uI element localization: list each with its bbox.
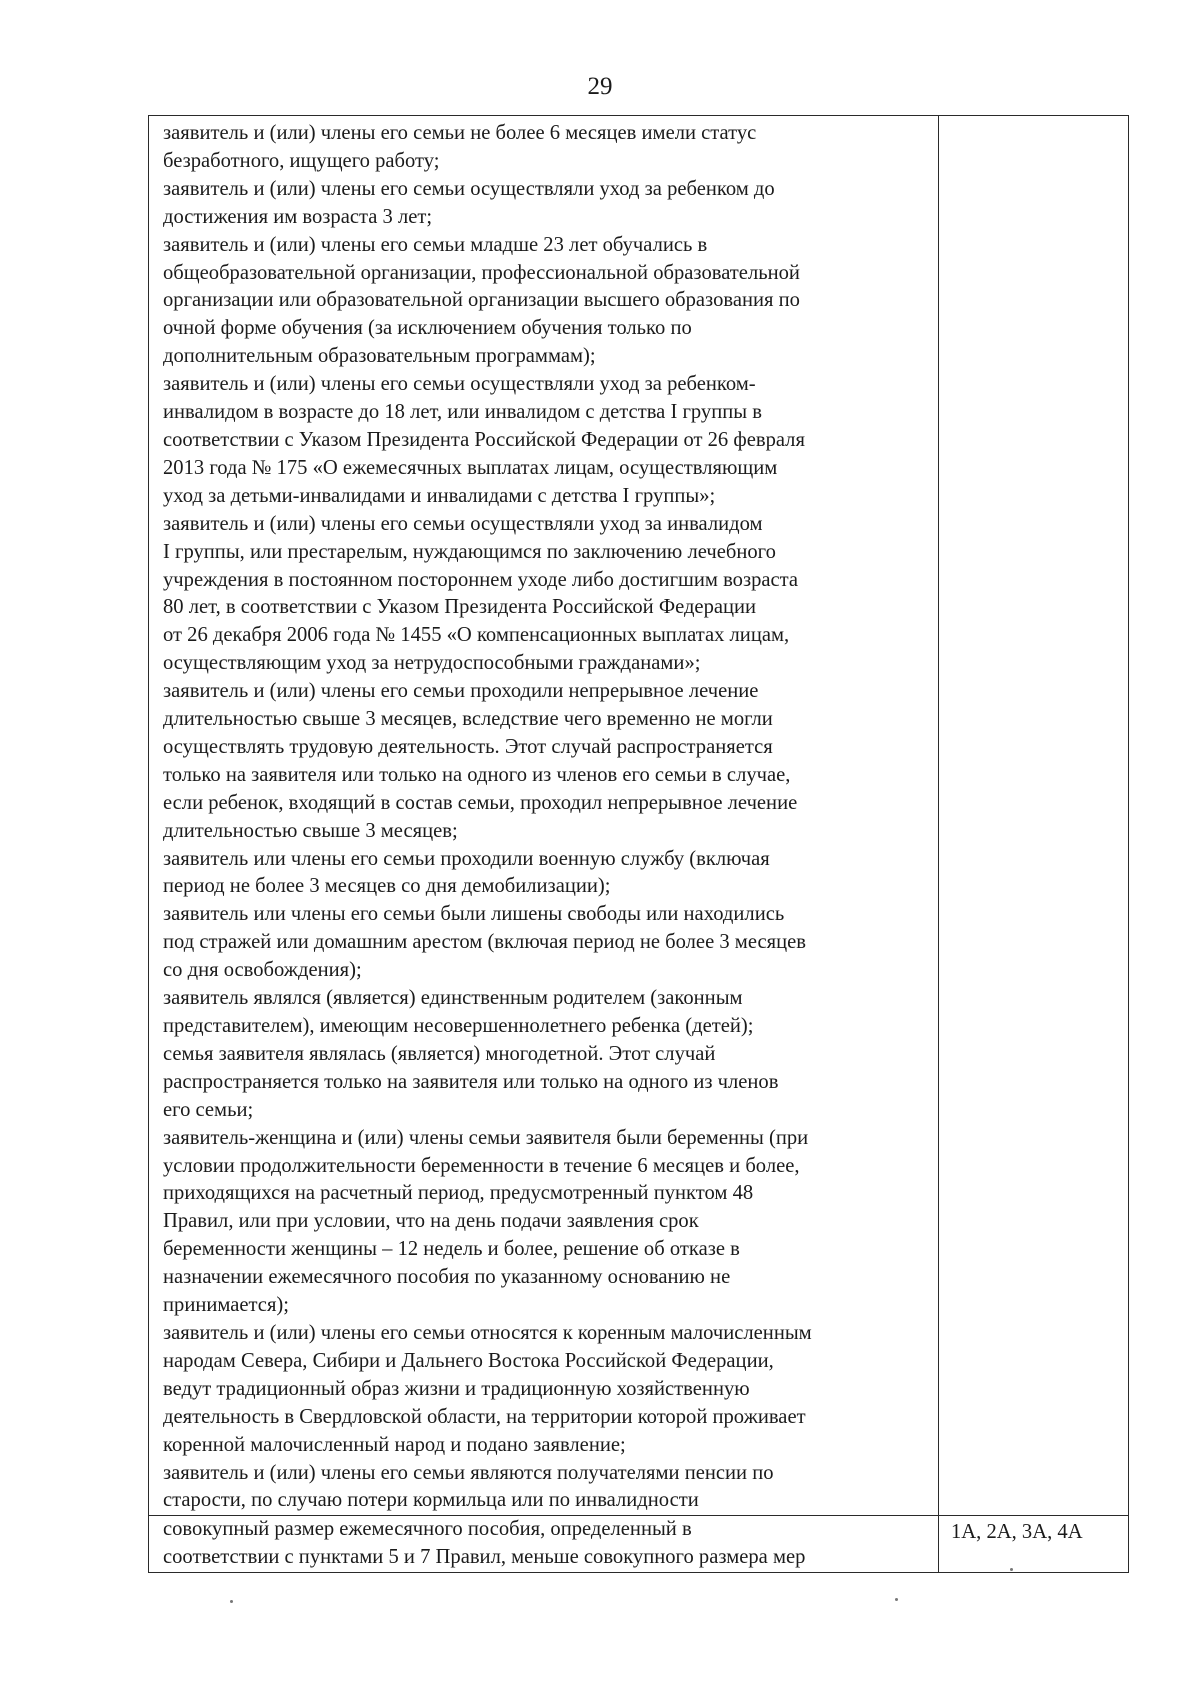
text-line: осуществляющим уход за нетрудоспособными гражданами»; (163, 652, 701, 675)
text-line: соответствии с пунктами 5 и 7 Правил, меньше совокупного размера мер (163, 1546, 806, 1569)
text-line: заявитель и (или) члены его семьи проходили непрерывное лечение (163, 680, 759, 703)
text-line: очной форме обучения (за исключением обучения только по (163, 317, 692, 340)
criteria-cell (149, 116, 939, 1516)
text-line: представителем), имеющим несовершеннолетнего ребенка (детей); (163, 1015, 754, 1037)
text-line: учреждения в постоянном постороннем уходе либо достигшим возраста (163, 568, 799, 591)
text-line: распространяется только на заявителя или только на одного из членов (163, 1070, 779, 1093)
text-line: дополнительным образовательным программам); (163, 345, 596, 368)
text-line: безработного, ищущего работу; (163, 149, 440, 172)
text-line: со дня освобождения); (163, 959, 362, 982)
text-line: совокупный размер ежемесячного пособия, определенный в (163, 1518, 692, 1541)
text-line: 80 лет, в соответствии с Указом Президента Российской Федерации (163, 596, 757, 619)
text-line: уход за детьми-инвалидами и инвалидами с детства I группы»; (163, 484, 716, 507)
text-line: соответствии с Указом Президента Российской Федерации от 26 февраля (163, 428, 805, 451)
text-line: осуществлять трудовую деятельность. Этот случай распространяется (163, 735, 773, 758)
text-line: если ребенок, входящий в состав семьи, проходил непрерывное лечение (163, 791, 798, 814)
text-line: заявитель и (или) члены его семьи не более 6 месяцев имели статус (163, 122, 757, 144)
text-line: ведут традиционный образ жизни и традиционную хозяйственную (163, 1377, 750, 1400)
text-line: условии продолжительности беременности в течение 6 месяцев и более, (163, 1154, 800, 1177)
text-line: принимается); (163, 1294, 289, 1317)
text-line: народам Севера, Сибири и Дальнего Востока Российской Федерации, (163, 1349, 774, 1372)
aggregate-benefit-cell (149, 1516, 939, 1573)
criteria-table (148, 115, 1129, 1573)
text-line: Правил, или при условии, что на день подачи заявления срок (163, 1210, 699, 1233)
text-line: длительностью свыше 3 месяцев; (163, 819, 458, 842)
text-line: заявитель и (или) члены его семьи осуществляли уход за инвалидом (163, 512, 763, 535)
text-line: длительностью свыше 3 месяцев, вследствие чего временно не могли (163, 708, 773, 731)
table-row (149, 1516, 1129, 1573)
text-line: заявитель и (или) члены его семьи являются получателями пенсии по (163, 1461, 774, 1484)
text-line: заявитель или члены его семьи проходили военную службу (включая (163, 847, 770, 870)
text-line: семья заявителя являлась (является) многодетной. Этот случай (163, 1042, 716, 1065)
text-line: коренной малочисленный народ и подано заявление; (163, 1433, 626, 1456)
text-line: заявитель или члены его семьи были лишены свободы или находились (163, 903, 785, 926)
table-row (149, 116, 1129, 1516)
aggregate-benefit-codes: 1А, 2А, 3А, 4А (939, 1516, 1129, 1573)
text-line: достижения им возраста 3 лет; (163, 205, 433, 228)
text-line: его семьи; (163, 1098, 254, 1121)
text-line: деятельность в Свердловской области, на территории которой проживает (163, 1405, 806, 1428)
text-line: от 26 декабря 2006 года № 1455 «О компенсационных выплатах лицам, (163, 624, 790, 647)
text-line: заявитель и (или) члены его семьи осуществляли уход за ребенком- (163, 373, 756, 396)
text-line: инвалидом в возрасте до 18 лет, или инвалидом с детства I группы в (163, 401, 762, 424)
text-line: заявитель-женщина и (или) члены семьи заявителя были беременны (при (163, 1126, 809, 1149)
text-line: беременности женщины – 12 недель и более, решение об отказе в (163, 1238, 740, 1261)
text-line: приходящихся на расчетный период, предусмотренный пунктом 48 (163, 1182, 754, 1205)
criteria-codes-cell-empty (939, 116, 1129, 1516)
text-line: заявитель являлся (является) единственным родителем (законным (163, 987, 743, 1010)
text-line: заявитель и (или) члены его семьи осуществляли уход за ребенком до (163, 177, 775, 200)
text-line: I группы, или престарелым, нуждающимся по заключению лечебного (163, 540, 776, 563)
text-line: общеобразовательной организации, профессиональной образовательной (163, 261, 800, 284)
text-line: старости, по случаю потери кормильца или по инвалидности (163, 1489, 699, 1512)
scan-speck (230, 1600, 233, 1603)
text-line: только на заявителя или только на одного из членов его семьи в случае, (163, 763, 791, 786)
text-line: заявитель и (или) члены его семьи относятся к коренным малочисленным (163, 1321, 812, 1344)
text-line: 2013 года № 175 «О ежемесячных выплатах лицам, осуществляющим (163, 456, 778, 479)
scan-speck (1010, 1568, 1013, 1571)
text-line: заявитель и (или) члены его семьи младше 23 лет обучались в (163, 233, 708, 256)
page-number: 29 (587, 73, 613, 100)
text-line: период не более 3 месяцев со дня демобилизации); (163, 875, 611, 898)
text-line: назначении ежемесячного пособия по указанному основанию не (163, 1266, 731, 1289)
scan-speck (895, 1598, 898, 1601)
text-line: под стражей или домашним арестом (включая период не более 3 месяцев (163, 931, 806, 954)
text-line: организации или образовательной организации высшего образования по (163, 289, 800, 312)
